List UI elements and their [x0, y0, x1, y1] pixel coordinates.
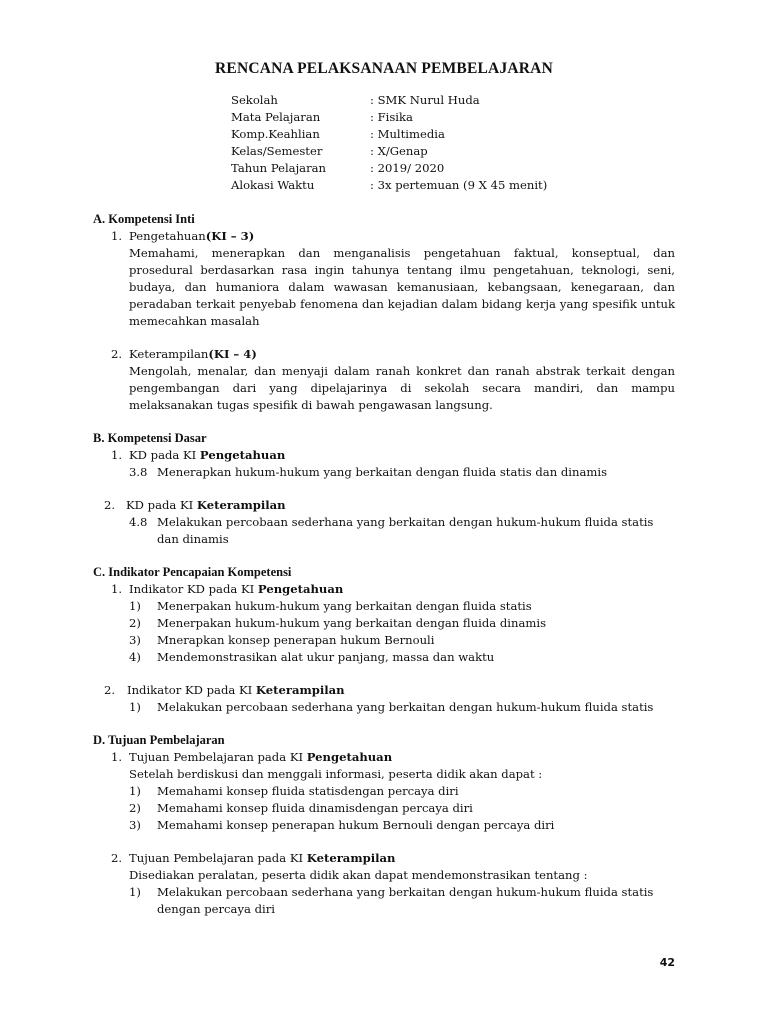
list-item — [93, 497, 676, 514]
item-number: 2. — [111, 851, 123, 865]
item-label: Tujuan Pembelajaran pada KI — [129, 851, 307, 865]
item-bold: (KI – 3) — [205, 229, 255, 243]
sub-text: Mendemonstrasikan alat ukur panjang, massa dan waktu — [157, 650, 495, 664]
sub-number: 1) — [129, 599, 141, 613]
info-label: Komp.Keahlian — [231, 127, 320, 141]
sub-text: Memahami konsep fluida dinamisdengan percaya diri — [157, 801, 473, 815]
sub-item-continuation — [93, 901, 676, 918]
list-item — [93, 682, 676, 699]
item-bold: Keterampilan — [306, 851, 396, 865]
info-row-expertise — [231, 126, 547, 143]
list-item — [93, 749, 676, 766]
item-number: 2. — [111, 347, 123, 361]
item-bold: Pengetahuan — [306, 750, 393, 764]
item-number: 1. — [111, 448, 123, 462]
item-number: 2. — [104, 683, 116, 697]
sub-item — [93, 817, 676, 834]
sub-number: 3) — [129, 633, 141, 647]
info-row-subject — [231, 109, 547, 126]
item-number: 1. — [111, 750, 123, 764]
sub-text: Melakukan percobaan sederhana yang berkaitan dengan hukum-hukum fluida statis — [157, 515, 654, 529]
info-row-time — [231, 177, 547, 194]
info-value: : SMK Nurul Huda — [370, 93, 480, 107]
item-number: 1. — [111, 229, 123, 243]
list-item — [93, 346, 676, 363]
info-value: : X/Genap — [370, 144, 428, 158]
info-label: Alokasi Waktu — [231, 178, 315, 192]
sub-item — [93, 699, 676, 716]
info-table — [231, 92, 547, 194]
sub-item — [93, 884, 676, 901]
paragraph: Mengolah, menalar, dan menyaji dalam ranah konkret dan ranah abstrak terkait dengan pengembangan dari yang dipelajarinya di sekolah secara mandiri, dan mampu melaksanakan tugas spesifik di bawah pengawasan langsung. — [129, 364, 675, 412]
sub-number: 2) — [129, 801, 141, 815]
item-label: Indikator KD pada KI — [127, 683, 256, 697]
item-number: 2. — [104, 498, 116, 512]
info-value: : 3x pertemuan (9 X 45 menit) — [370, 178, 548, 192]
sub-text: dan dinamis — [157, 532, 229, 546]
info-value: : Multimedia — [370, 127, 445, 141]
intro-text: Setelah berdiskusi dan menggali informasi, peserta didik akan dapat : — [129, 767, 543, 781]
sub-item — [93, 649, 676, 666]
list-item — [93, 581, 676, 598]
sub-number: 4) — [129, 650, 141, 664]
item-heading — [127, 682, 345, 699]
info-value: : Fisika — [370, 110, 413, 124]
sub-item — [93, 514, 676, 531]
document-title: RENCANA PELAKSANAAN PEMBELAJARAN — [215, 60, 553, 77]
list-item — [93, 447, 676, 464]
sub-text: dengan percaya diri — [157, 902, 275, 916]
item-bold: Keterampilan — [255, 683, 345, 697]
info-label: Mata Pelajaran — [231, 110, 321, 124]
sub-text: Mnerapkan konsep penerapan hukum Bernouli — [157, 633, 435, 647]
item-bold: (KI – 4) — [208, 347, 257, 361]
list-item — [93, 850, 676, 867]
section-d-heading: D. Tujuan Pembelajaran — [93, 733, 225, 747]
sub-number: 2) — [129, 616, 141, 630]
info-label: Sekolah — [231, 93, 278, 107]
item-heading — [129, 581, 343, 598]
list-item — [93, 228, 676, 245]
intro-line — [93, 867, 676, 884]
sub-text: Melakukan percobaan sederhana yang berkaitan dengan hukum-hukum fluida statis — [157, 700, 654, 714]
sub-item — [93, 800, 676, 817]
section-b-heading: B. Kompetensi Dasar — [93, 431, 207, 445]
item-label: Indikator KD pada KI — [129, 582, 258, 596]
item-heading — [129, 749, 392, 766]
item-number: 1. — [111, 582, 123, 596]
item-label: Pengetahuan — [129, 229, 206, 243]
sub-number: 1) — [129, 885, 141, 899]
sub-item-continuation — [93, 531, 676, 548]
sub-text: Menerpakan hukum-hukum yang berkaitan dengan fluida statis — [157, 599, 532, 613]
sub-number: 4.8 — [129, 515, 148, 529]
info-value: : 2019/ 2020 — [370, 161, 445, 175]
sub-item — [93, 632, 676, 649]
sub-text: Memahami konsep penerapan hukum Bernouli dengan percaya diri — [157, 818, 555, 832]
item-heading — [129, 447, 285, 464]
item-heading — [129, 850, 395, 867]
item-heading — [129, 346, 257, 363]
info-label: Tahun Pelajaran — [231, 161, 327, 175]
sub-text: Memahami konsep fluida statisdengan percaya diri — [157, 784, 459, 798]
paragraph: Memahami, menerapkan dan menganalisis pengetahuan faktual, konseptual, dan prosedural berdasarkan rasa ingin tahunya tentang ilmu pengetahuan, teknologi, seni, budaya, dan humaniora dalam wawasan kemanusiaan, kebangsaan, kenegaraan, dan peradaban terkait penyebab fenomena dan kejadian dalam bidang kerja yang spesifik untuk memecahkan masalah — [129, 246, 675, 328]
sub-number: 3.8 — [129, 465, 148, 479]
sub-text: Menerpakan hukum-hukum yang berkaitan dengan fluida dinamis — [157, 616, 547, 630]
sub-item — [93, 783, 676, 800]
document-body — [93, 211, 676, 918]
page-number: 42 — [659, 956, 675, 969]
item-label: Keterampilan — [129, 347, 209, 361]
sub-text: Melakukan percobaan sederhana yang berkaitan dengan hukum-hukum fluida statis — [157, 885, 654, 899]
info-label: Kelas/Semester — [231, 144, 323, 158]
item-label: KD pada KI — [129, 448, 200, 462]
sub-number: 3) — [129, 818, 141, 832]
sub-number: 1) — [129, 700, 141, 714]
sub-item — [93, 598, 676, 615]
section-c-heading: C. Indikator Pencapaian Kompetensi — [93, 565, 292, 579]
item-bold: Pengetahuan — [257, 582, 344, 596]
item-bold: Keterampilan — [196, 498, 286, 512]
sub-item — [93, 464, 676, 481]
info-row-year — [231, 160, 547, 177]
section-a-heading: A. Kompetensi Inti — [93, 212, 195, 226]
item-heading — [129, 228, 254, 245]
intro-text: Disediakan peralatan, peserta didik akan dapat mendemonstrasikan tentang : — [129, 868, 588, 882]
item-label: KD pada KI — [126, 498, 197, 512]
item-label: Tujuan Pembelajaran pada KI — [129, 750, 307, 764]
sub-text: Menerapkan hukum-hukum yang berkaitan dengan fluida statis dan dinamis — [157, 465, 608, 479]
sub-item — [93, 615, 676, 632]
item-heading — [126, 497, 286, 514]
info-row-school — [231, 92, 547, 109]
item-bold: Pengetahuan — [199, 448, 286, 462]
info-row-class — [231, 143, 547, 160]
intro-line — [93, 766, 676, 783]
sub-number: 1) — [129, 784, 141, 798]
